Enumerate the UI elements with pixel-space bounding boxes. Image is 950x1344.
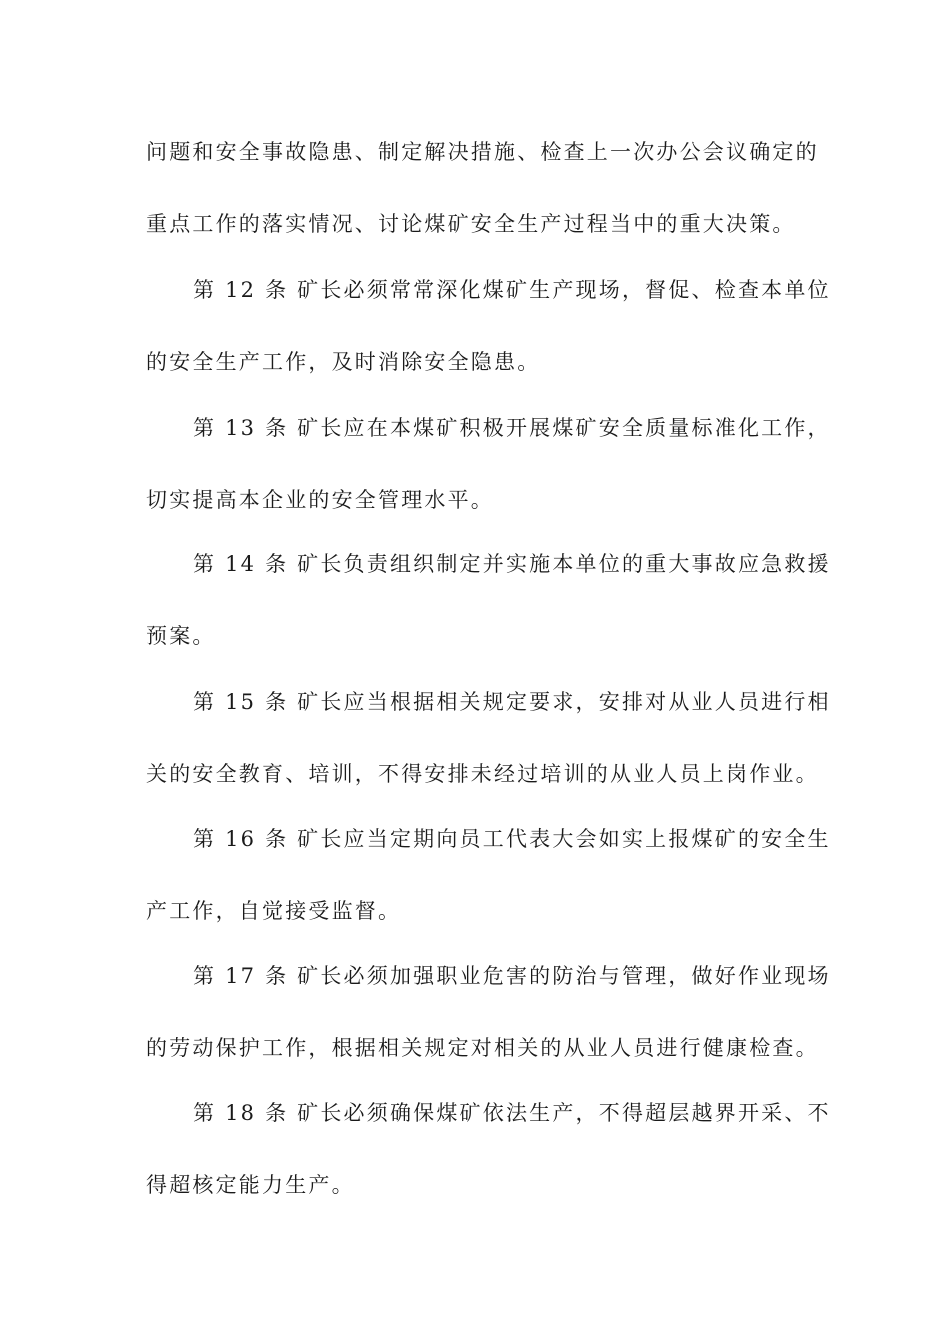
text-line: 问题和安全事故隐患、制定解决措施、检查上一次办公会议确定的 (146, 140, 819, 164)
article-13-line: 第 13 条 矿长应在本煤矿积极开展煤矿安全质量标准化工作， (193, 416, 831, 440)
text-line: 预案。 (146, 624, 216, 648)
text-line: 产工作，自觉接受监督。 (146, 899, 402, 923)
article-17-line: 第 17 条 矿长必须加强职业危害的防治与管理，做好作业现场 (193, 964, 831, 988)
article-18-line: 第 18 条 矿长必须确保煤矿依法生产，不得超层越界开采、不 (193, 1101, 831, 1125)
article-16-line: 第 16 条 矿长应当定期向员工代表大会如实上报煤矿的安全生 (193, 827, 831, 851)
text-line: 的安全生产工作，及时消除安全隐患。 (146, 350, 541, 374)
text-line: 切实提高本企业的安全管理水平。 (146, 488, 494, 512)
text-line: 重点工作的落实情况、讨论煤矿安全生产过程当中的重大决策。 (146, 212, 796, 236)
text-line: 关的安全教育、培训，不得安排未经过培训的从业人员上岗作业。 (146, 762, 819, 786)
text-line: 的劳动保护工作，根据相关规定对相关的从业人员进行健康检查。 (146, 1036, 819, 1060)
text-line: 得超核定能力生产。 (146, 1173, 355, 1197)
article-12-line: 第 12 条 矿长必须常常深化煤矿生产现场，督促、检查本单位 (193, 278, 831, 302)
article-14-line: 第 14 条 矿长负责组织制定并实施本单位的重大事故应急救援 (193, 552, 831, 576)
article-15-line: 第 15 条 矿长应当根据相关规定要求，安排对从业人员进行相 (193, 690, 831, 714)
